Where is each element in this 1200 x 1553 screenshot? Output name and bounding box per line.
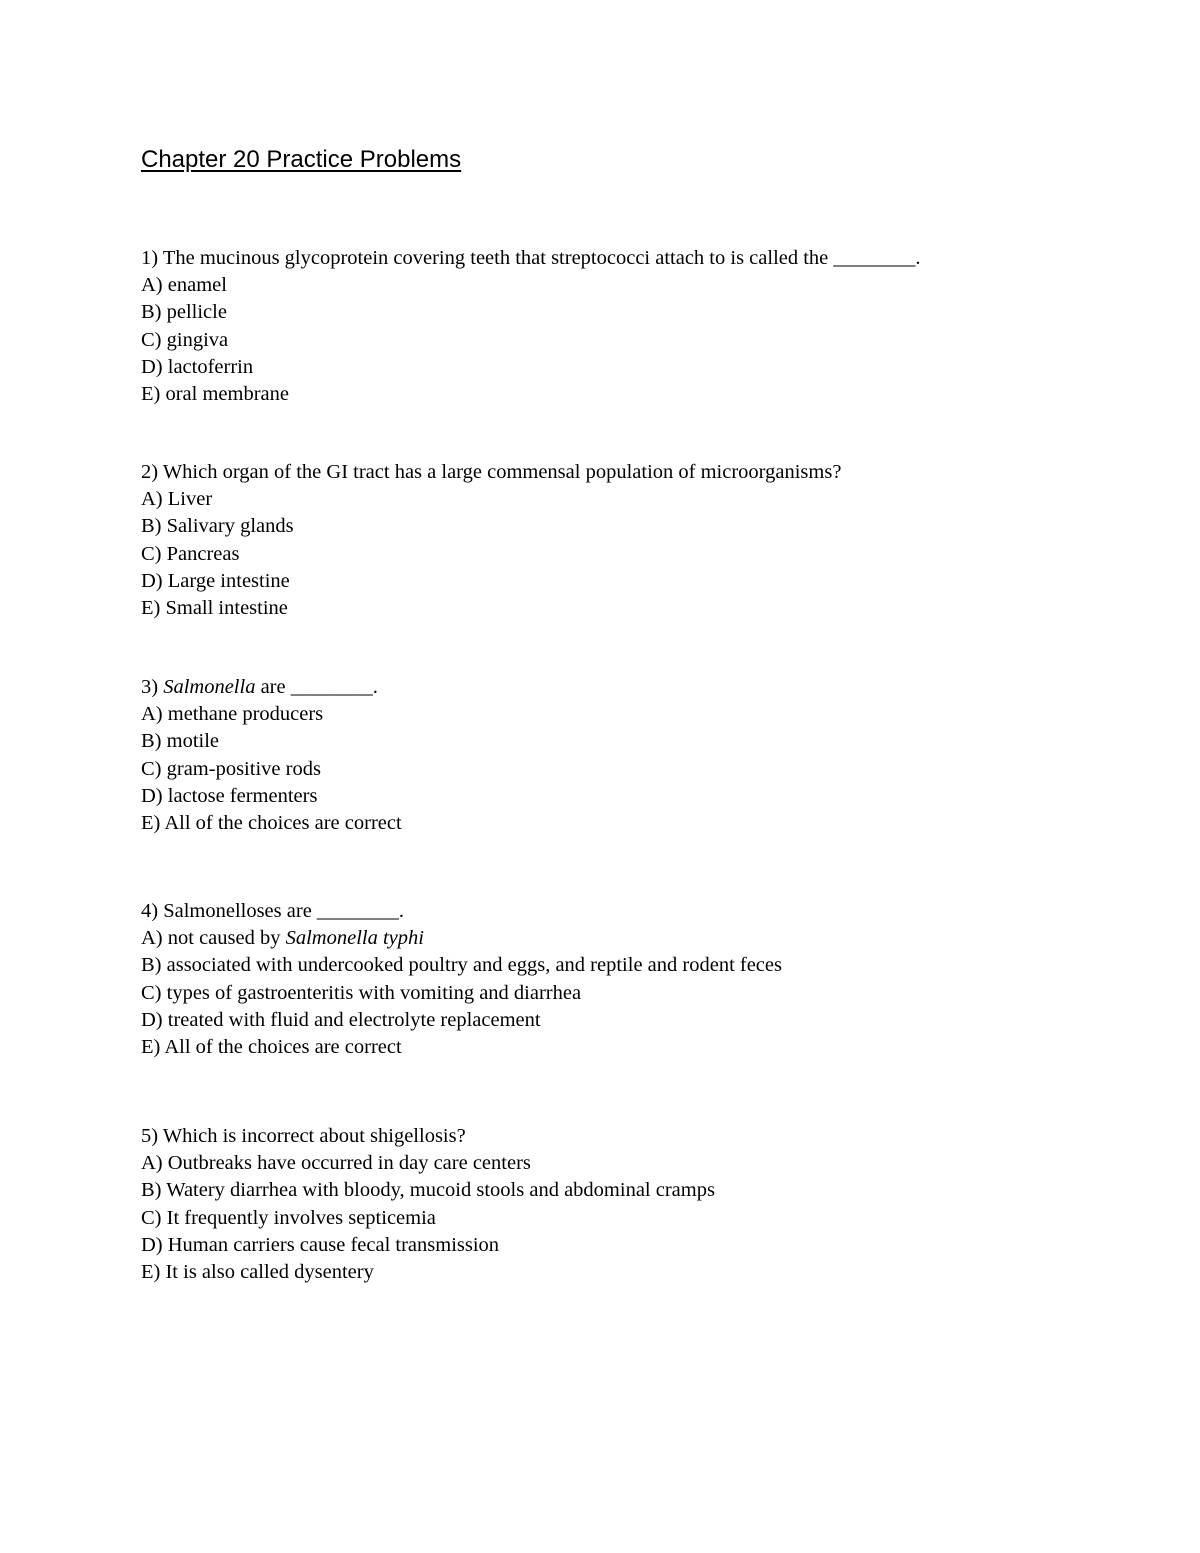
answer-option: B) motile — [141, 730, 220, 753]
answer-option: A) methane producers — [141, 703, 324, 726]
answer-option: B) pellicle — [141, 301, 227, 324]
question-2 — [141, 459, 841, 622]
answer-option: C) gram-positive rods — [141, 757, 321, 780]
answer-option: A) Liver — [141, 488, 213, 511]
question-stem: 2) Which organ of the GI tract has a large commensal population of microorganisms? — [141, 461, 842, 483]
question-stem-rest: are ________. — [260, 676, 378, 698]
question-stem — [141, 674, 402, 701]
answer-option: A) enamel — [141, 274, 227, 297]
answer-option: A) Outbreaks have occurred in day care centers — [141, 1152, 531, 1175]
answer-option: B) Watery diarrhea with bloody, mucoid stools and abdominal cramps — [141, 1179, 715, 1202]
question-stem: 1) The mucinous glycoprotein covering teeth that streptococci attach to is called the ________. — [141, 247, 921, 269]
organism-name: Salmonella — [163, 676, 256, 698]
question-4 — [141, 898, 782, 1061]
answer-option: C) Pancreas — [141, 542, 240, 565]
question-stem: 4) Salmonelloses are ________. — [141, 900, 405, 922]
answer-option: D) lactoferrin — [141, 355, 254, 378]
answer-option — [141, 925, 782, 952]
page-title: Chapter 20 Practice Problems — [141, 146, 462, 173]
question-3 — [141, 674, 402, 837]
answer-option: D) treated with fluid and electrolyte replacement — [141, 1008, 541, 1031]
answer-option: B) Salivary glands — [141, 515, 294, 538]
question-number: 3) — [141, 676, 159, 698]
answer-option: C) types of gastroenteritis with vomiting and diarrhea — [141, 981, 582, 1004]
answer-option: C) It frequently involves septicemia — [141, 1206, 436, 1229]
answer-option: E) All of the choices are correct — [141, 1036, 402, 1059]
answer-option: E) Small intestine — [141, 597, 288, 620]
answer-option: D) Human carriers cause fecal transmission — [141, 1233, 500, 1256]
answer-option: E) It is also called dysentery — [141, 1261, 374, 1284]
question-stem: 5) Which is incorrect about shigellosis? — [141, 1125, 466, 1147]
answer-option: B) associated with undercooked poultry and eggs, and reptile and rodent feces — [141, 954, 782, 977]
answer-option: C) gingiva — [141, 328, 229, 351]
question-5 — [141, 1123, 715, 1286]
option-prefix: A) not caused by — [141, 927, 281, 950]
organism-name: Salmonella typhi — [285, 927, 424, 950]
answer-option: E) oral membrane — [141, 383, 289, 406]
answer-option: E) All of the choices are correct — [141, 812, 402, 835]
question-1 — [141, 245, 921, 408]
answer-option: D) Large intestine — [141, 569, 290, 592]
answer-option: D) lactose fermenters — [141, 784, 318, 807]
